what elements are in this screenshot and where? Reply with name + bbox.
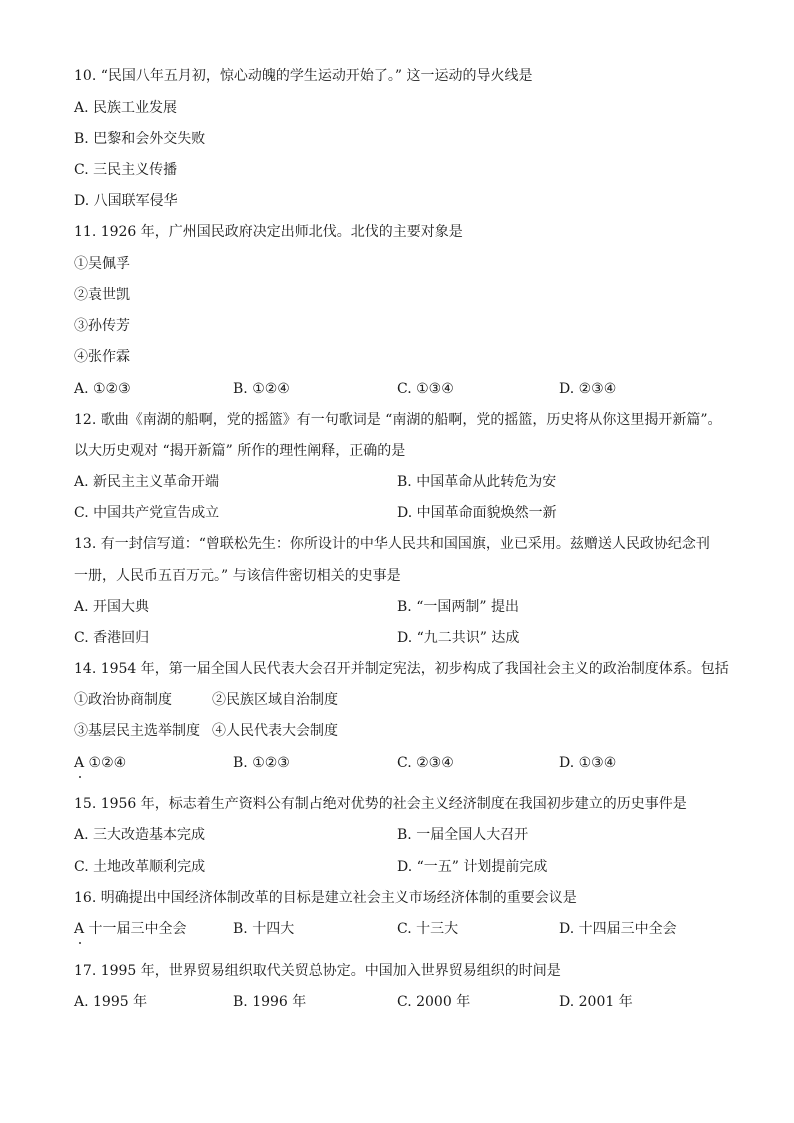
q14-item-3: ③基层民主选举制度 — [74, 723, 200, 739]
q12-option-a: A. 新民主主义革命开端 — [74, 474, 220, 490]
q17-option-b: B. 1996 年 — [233, 994, 307, 1010]
q15-option-d: D. “一五” 计划提前完成 — [397, 859, 548, 875]
q16-option-c: C. 十三大 — [397, 921, 459, 937]
q15-options-row-2 — [74, 856, 734, 878]
q11-option-b: B. ①②④ — [233, 381, 290, 397]
q14-option-d: D. ①③④ — [559, 755, 617, 771]
question-10-stem: 10. “民国八年五月初，惊心动魄的学生运动开始了。” 这一运动的导火线是 — [74, 68, 533, 84]
q11-option-c: C. ①③④ — [397, 381, 454, 397]
question-12-stem-line-1: 12. 歌曲《南湖的船啊，党的摇篮》有一句歌词是 “南湖的船啊，党的摇篮，历史将从你这里揭开新篇”。 — [74, 412, 722, 428]
q15-option-b: B. 一届全国人大召开 — [397, 827, 529, 843]
stray-dot — [79, 776, 81, 778]
q11-option-a: A. ①②③ — [74, 381, 131, 397]
q14-item-4: ④人民代表大会制度 — [212, 723, 338, 739]
q14-item-2: ②民族区域自治制度 — [212, 692, 338, 708]
question-13-stem-line-2: 一册，人民币五百万元。” 与该信件密切相关的史事是 — [74, 568, 401, 584]
q16-option-b: B. 十四大 — [233, 921, 295, 937]
q10-option-a: A. 民族工业发展 — [74, 100, 178, 116]
q16-option-d: D. 十四届三中全会 — [559, 921, 677, 937]
q15-option-a: A. 三大改造基本完成 — [74, 827, 206, 843]
question-16-stem: 16. 明确提出中国经济体制改革的目标是建立社会主义市场经济体制的重要会议是 — [74, 890, 577, 906]
q17-option-c: C. 2000 年 — [397, 994, 471, 1010]
q10-option-b: B. 巴黎和会外交失败 — [74, 131, 206, 147]
q13-options-row-1 — [74, 596, 734, 618]
q11-item-1: ①吴佩孚 — [74, 256, 130, 272]
q17-option-d: D. 2001 年 — [559, 994, 633, 1010]
q13-option-a: A. 开国大典 — [74, 599, 150, 615]
q15-options-row-1 — [74, 824, 734, 846]
q12-options-row-2 — [74, 502, 734, 524]
q12-options-row-1 — [74, 471, 734, 493]
q14-option-c: C. ②③④ — [397, 755, 454, 771]
q12-option-c: C. 中国共产党宣告成立 — [74, 505, 220, 521]
question-11-stem: 11. 1926 年，广州国民政府决定出师北伐。北伐的主要对象是 — [74, 224, 463, 240]
q11-item-3: ③孙传芳 — [74, 318, 130, 334]
q13-options-row-2 — [74, 627, 734, 649]
q11-item-2: ②袁世凯 — [74, 287, 130, 303]
q10-option-c: C. 三民主义传播 — [74, 162, 178, 178]
q13-option-c: C. 香港回归 — [74, 630, 150, 646]
q14-options-row — [74, 752, 734, 774]
q14-option-b: B. ①②③ — [233, 755, 290, 771]
q16-options-row — [74, 918, 734, 940]
q10-option-d: D. 八国联军侵华 — [74, 193, 178, 209]
q16-option-a: A 十一届三中全会 — [74, 921, 187, 937]
q14-items-row-1 — [74, 689, 734, 711]
q11-options-row — [74, 378, 734, 400]
q11-item-4: ④张作霖 — [74, 349, 130, 365]
q12-option-d: D. 中国革命面貌焕然一新 — [397, 505, 557, 521]
q17-option-a: A. 1995 年 — [74, 994, 148, 1010]
q17-options-row — [74, 991, 734, 1013]
question-15-stem: 15. 1956 年，标志着生产资料公有制占绝对优势的社会主义经济制度在我国初步建立的历史事件是 — [74, 796, 687, 812]
q12-option-b: B. 中国革命从此转危为安 — [397, 474, 557, 490]
q14-option-a: A ①②④ — [74, 755, 127, 771]
question-14-stem: 14. 1954 年，第一届全国人民代表大会召开并制定宪法，初步构成了我国社会主义的政治制度体系。包括 — [74, 661, 729, 677]
q14-item-1: ①政治协商制度 — [74, 692, 172, 708]
question-12-stem-line-2: 以大历史观对 “揭开新篇” 所作的理性阐释，正确的是 — [74, 443, 406, 459]
stray-dot — [79, 942, 81, 944]
question-13-stem-line-1: 13. 有一封信写道：“曾联松先生：你所设计的中华人民共和国国旗，业已采用。兹赠送人民政协纪念刊 — [74, 536, 710, 552]
question-17-stem: 17. 1995 年，世界贸易组织取代关贸总协定。中国加入世界贸易组织的时间是 — [74, 963, 561, 979]
q13-option-d: D. “九二共识” 达成 — [397, 630, 520, 646]
q11-option-d: D. ②③④ — [559, 381, 617, 397]
q13-option-b: B. “一国两制” 提出 — [397, 599, 519, 615]
q14-items-row-2 — [74, 720, 734, 742]
q15-option-c: C. 土地改革顺利完成 — [74, 859, 206, 875]
